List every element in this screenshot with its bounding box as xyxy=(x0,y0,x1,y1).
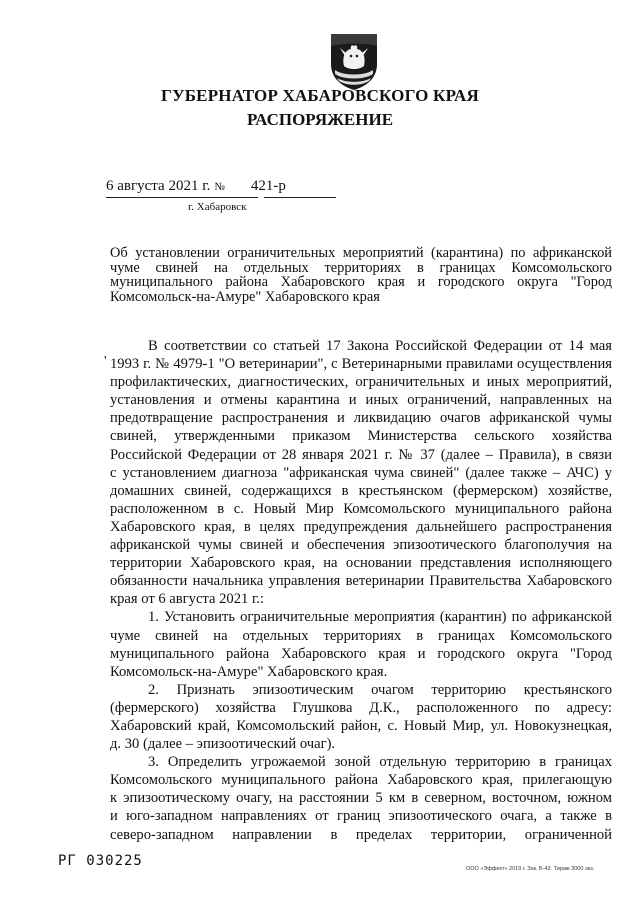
number-underline xyxy=(264,197,336,198)
body-line: с установлением диагноза "африканская чума свиней" (далее также – АЧС) у xyxy=(110,464,612,481)
coat-of-arms-icon xyxy=(327,30,381,92)
body-line: 2. Признать эпизоотическим очагом территорию крестьянского xyxy=(148,681,612,698)
body-line: 1993 г. № 4979-1 "О ветеринарии", с Ветеринарными правилами осуществления xyxy=(110,356,612,373)
body-line: домашних свиней, содержащихся в крестьянском (фермерском) хозяйстве, xyxy=(110,482,612,499)
date-number-line xyxy=(106,178,286,195)
body-line: В соответствии со статьей 17 Закона Российской Федерации от 14 мая xyxy=(148,338,612,354)
body-line: и юго-западном направлениях от границ эпизоотического очага, а также в xyxy=(110,808,612,825)
body-line: Российской Федерации от 28 января 2021 г. № 37 (далее – Правила), в связи xyxy=(110,446,612,463)
subject-line: Комсомольск-на-Амуре" Хабаровского края xyxy=(110,288,380,305)
body-line: установления и отмены карантина и иных ограничений, направленных на xyxy=(110,392,612,409)
body-line: предотвращение распространения и ликвидацию очагов африканской чумы xyxy=(110,410,612,427)
document-type: РАСПОРЯЖЕНИЕ xyxy=(246,110,394,129)
body-line: 3. Определить угрожаемой зоной отдельную территорию в границах xyxy=(148,754,612,771)
body-line: муниципального района Хабаровского края и городского округа "Город xyxy=(110,645,612,662)
body-line: территории Хабаровского края, на основании представления исполняющего xyxy=(110,555,612,572)
body-line: северо-западном направлении в пределах территории, ограниченной xyxy=(110,826,612,843)
document-number: 421-р xyxy=(250,178,286,194)
document-date: 6 августа 2021 г. xyxy=(106,178,211,194)
body-line: обязанности начальника управления ветеринарии Правительства Хабаровского xyxy=(110,573,612,590)
document-body xyxy=(110,337,612,844)
organization-title: ГУБЕРНАТОР ХАБАРОВСКОГО КРАЯ xyxy=(161,86,479,105)
body-line: (фермерского) хозяйства Глушкова Д.К., расположенного по адресу: xyxy=(110,699,612,716)
number-sign: № xyxy=(214,181,225,193)
margin-mark: ' xyxy=(104,354,107,369)
subject-line: Об установлении ограничительных мероприятий (карантина) по африканской xyxy=(110,245,612,261)
body-line: Хабаровский край, Комсомольский район, с. Новый Мир, ул. Новокузнецкая, xyxy=(110,717,612,734)
body-line: Комсомольск-на-Амуре" Хабаровского края. xyxy=(110,663,388,680)
document-city: г. Хабаровск xyxy=(188,201,247,213)
body-line: африканской чумы свиней и обеспечения эпизоотического благополучия на xyxy=(110,537,612,554)
body-line: к эпизоотическому очагу, на расстоянии 5 км в северном, восточном, южном xyxy=(110,790,612,807)
serial-number: РГ 030225 xyxy=(58,853,143,869)
body-line: чуме свиней на отдельных территориях в границах Комсомольского xyxy=(110,627,612,644)
date-underline xyxy=(106,197,258,198)
subject-line: муниципального района Хабаровского края и городского округа "Город xyxy=(110,274,612,290)
body-line: расположенном в с. Новый Мир Комсомольского муниципального района xyxy=(110,500,612,517)
subject-line: чуме свиней на отдельных территориях в границах Комсомольского xyxy=(110,259,612,276)
body-line: свиней, утвержденными приказом Министерства сельского хозяйства xyxy=(110,428,612,445)
body-line: края от 6 августа 2021 г.: xyxy=(110,591,264,608)
printer-info: ООО «Эффект» 2019 г. Зак. Б-42. Тираж 3000 экз. xyxy=(466,866,595,872)
body-line: Комсомольского муниципального района Хабаровского края, прилегающую xyxy=(110,772,612,789)
body-line: профилактических, диагностических, ограничительных и иных мероприятий, xyxy=(110,374,612,391)
document-subject xyxy=(110,246,612,304)
body-line: 1. Установить ограничительные мероприятия (карантин) по африканской xyxy=(148,609,612,626)
body-line: Хабаровского края, в целях предупреждения дальнейшего распространения xyxy=(110,518,612,535)
body-line: д. 30 (далее – эпизоотический очаг). xyxy=(110,736,336,753)
